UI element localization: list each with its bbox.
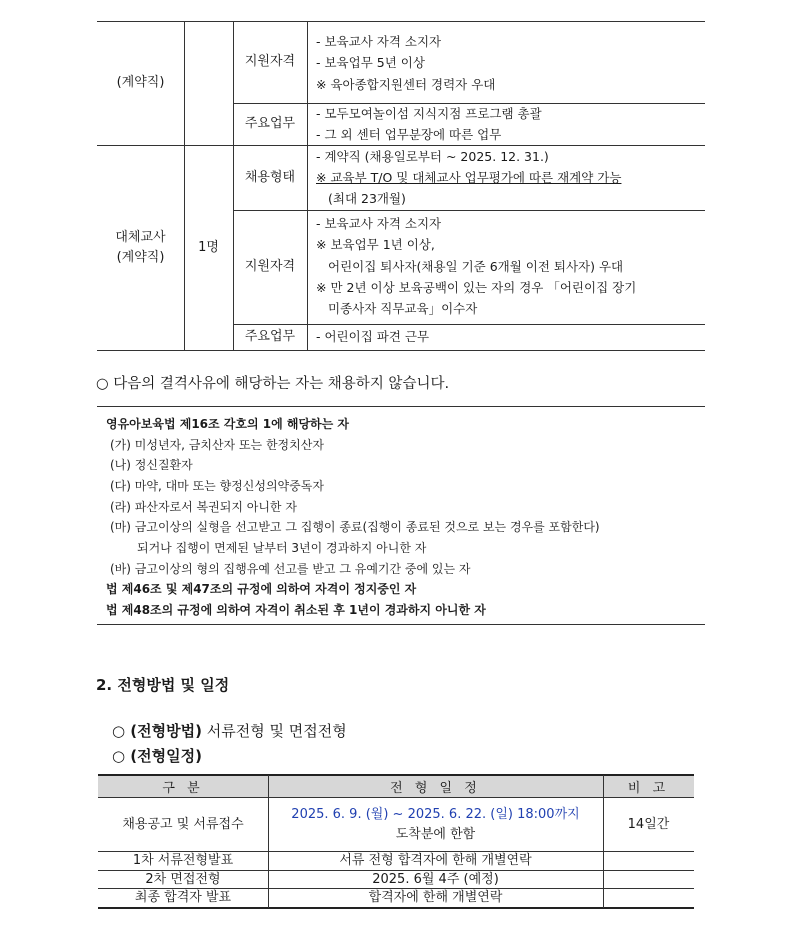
disqualification-line: 법 제48조의 규정에 의하여 자격이 취소된 후 1년이 경과하지 아니한 자	[106, 603, 486, 617]
schedule-category: 채용공고 및 서류접수	[122, 816, 244, 832]
disqualification-line: 되거나 집행이 면제된 날부터 3년이 경과하지 아니한 자	[137, 541, 427, 555]
schedule-period: 2025. 6월 4주 (예정)	[372, 871, 499, 887]
schedule-label: ○ (전형일정)	[112, 747, 202, 765]
headcount: 1명	[198, 239, 219, 255]
section-label-cell	[233, 145, 307, 210]
header-category: 구 분	[162, 780, 204, 796]
content-line: - 그 외 센터 업무분장에 따른 업무	[316, 127, 502, 142]
content-line: - 보육교사 자격 소지자	[316, 216, 442, 231]
position-cell	[97, 21, 184, 145]
headcount-cell	[184, 145, 233, 350]
disqualification-line: (바) 금고이상의 형의 집행유예 선고를 받고 그 유예기간 중에 있는 자	[110, 562, 471, 576]
section-label-cell	[233, 103, 307, 145]
disqualification-line: 법 제46조 및 제47조의 규정에 의하여 자격이 정지중인 자	[106, 582, 417, 596]
content-line: (최대 23개월)	[328, 191, 406, 206]
section-label: 지원자격	[244, 259, 296, 274]
disqualification-line: (마) 금고이상의 실형을 선고받고 그 집행이 종료(집행이 종료된 것으로 보는 경우를 포함한다)	[110, 520, 600, 534]
disqualification-line: 영유아보육법 제16조 각호의 1에 해당하는 자	[106, 417, 350, 431]
schedule-period	[268, 798, 603, 851]
header-note: 비 고	[627, 780, 670, 796]
content-line: - 보육교사 자격 소지자	[316, 34, 442, 49]
content-line: - 보육업무 5년 이상	[316, 55, 425, 70]
disqualification-heading: ○ 다음의 결격사유에 해당하는 자는 채용하지 않습니다.	[96, 376, 450, 392]
content-line: ※ 만 2년 이상 보육공백이 있는 자의 경우 「어린이집 장기	[316, 280, 637, 295]
content-line: ※ 보육업무 1년 이상,	[316, 237, 435, 252]
schedule-date-range: 2025. 6. 9. (월) ~ 2025. 6. 22. (일) 18:00까지	[291, 806, 580, 822]
position-label: 대체교사	[115, 229, 166, 245]
disqualification-line: (라) 파산자로서 복권되지 아니한 자	[110, 500, 297, 514]
schedule-period: 합격자에 한해 개별연락	[368, 890, 503, 905]
content-line: 미종사자 직무교육」이수자	[328, 301, 478, 316]
schedule-period: 서류 전형 합격자에 한해 개별연락	[339, 853, 532, 868]
content-line: - 모두모여놀이섬 지식지점 프로그램 총괄	[316, 106, 542, 121]
position-label: (계약직)	[116, 75, 165, 90]
schedule-note-line: 도착분에 한함	[395, 826, 476, 842]
section-label: 주요업무	[244, 329, 296, 344]
schedule-note: 14일간	[627, 816, 670, 832]
section-label-cell	[233, 210, 307, 324]
disqualification-line: (다) 마약, 대마 또는 향정신성의약중독자	[110, 479, 324, 493]
section-label: 주요업무	[244, 116, 296, 131]
schedule-category: 1차 서류전형발표	[132, 853, 234, 868]
section-label: 지원자격	[244, 54, 296, 69]
header-schedule: 전 형 일 정	[390, 780, 481, 796]
section-title: 2. 전형방법 및 일정	[96, 676, 230, 694]
section-label-cell	[233, 21, 307, 103]
schedule-category: 2차 면접전형	[145, 871, 221, 887]
method-label: ○ (전형방법)	[112, 722, 202, 740]
content-line: ※ 육아종합지원센터 경력자 우대	[316, 77, 496, 92]
content-line: - 계약직 (채용일로부터 ~ 2025. 12. 31.)	[316, 149, 549, 164]
content-line: - 어린이집 파견 근무	[316, 329, 430, 344]
content-line: 어린이집 퇴사자(채용일 기준 6개월 이전 퇴사자) 우대	[328, 259, 624, 274]
section-label: 채용형태	[244, 169, 296, 185]
disqualification-line: (나) 정신질환자	[110, 458, 193, 472]
method-line	[112, 720, 347, 741]
schedule-category: 최종 합격자 발표	[134, 890, 232, 905]
disqualification-line: (가) 미성년자, 금치산자 또는 한정치산자	[110, 438, 324, 452]
section-label-cell	[233, 324, 307, 350]
content-line: ※ 교육부 T/O 및 대체교사 업무평가에 따른 재계약 가능	[316, 170, 622, 185]
position-cell	[97, 145, 184, 350]
position-label: (계약직)	[116, 249, 165, 265]
method-value: 서류전형 및 면접전형	[206, 722, 347, 740]
